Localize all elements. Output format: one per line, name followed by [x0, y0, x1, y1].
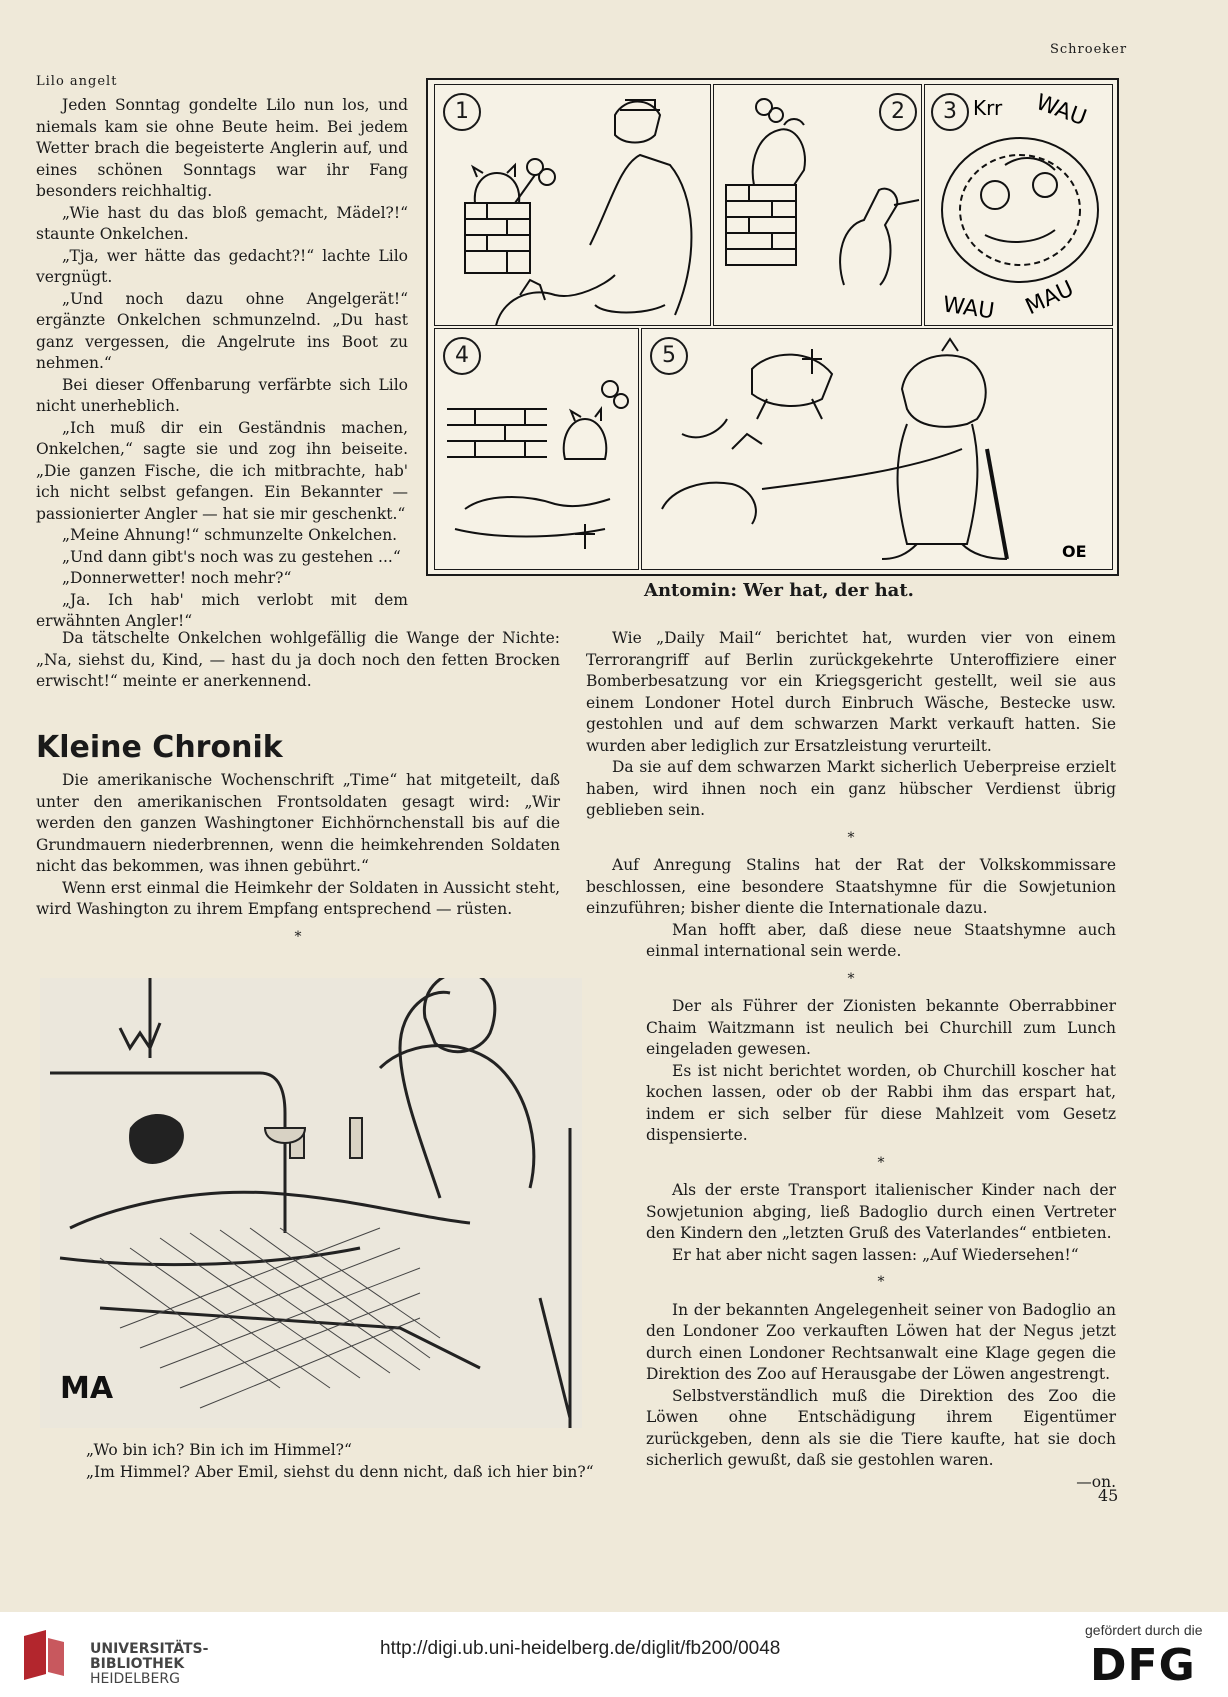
comic-panel-5 — [641, 328, 1113, 570]
chronik-item: Da sie auf dem schwarzen Markt sicherlich Ueberpreise erzielt haben, wird ihnen noch ein ganz hübscher Verdienst übrig geblieben sein. — [586, 758, 1116, 819]
man-with-cane-drawing — [642, 329, 1112, 569]
sfx-krr: Krr — [973, 96, 1003, 120]
cartoonist-signature: MA — [60, 1371, 114, 1406]
comic-caption: Antomin: Wer hat, der hat. — [644, 580, 914, 601]
panel-number: 1 — [443, 93, 481, 131]
dfg-logo: DFG — [1090, 1640, 1196, 1691]
fight-cloud-drawing — [925, 85, 1112, 325]
cat-and-dog-drawing — [435, 85, 710, 325]
story-paragraph: „Und noch dazu ohne Angelgerät!“ ergänzte Onkelchen schmunzelnd. „Du hast ganz vergessen, die Angelrute ins Boot zu nehmen.“ — [36, 289, 408, 372]
caption-line: „Im Himmel? Aber Emil, siehst du denn nicht, daß ich hier bin?“ — [86, 1462, 594, 1481]
comic-panel-2 — [713, 84, 922, 326]
story-paragraph: Bei dieser Offenbarung verfärbte sich Lilo nicht unerheblich. — [36, 375, 408, 415]
chronik-item: Der als Führer der Zionisten bekannte Oberrabbiner Chaim Waitzmann ist neulich bei Churchill zum Lunch eingeladen gewesen. — [646, 997, 1116, 1058]
library-name: UNIVERSITÄTS- — [90, 1641, 209, 1657]
panel-number: 2 — [879, 93, 917, 131]
story-title: Lilo angelt — [36, 74, 118, 89]
story-paragraph: Jeden Sonntag gondelte Lilo nun los, und niemals kam sie ohne Beute heim. Bei jedem Wetter brach die begeisterte Anglerin auf, und eines schönen Sonntags war ihr Fang besonders reichhaltig. — [36, 96, 408, 200]
separator: * — [877, 1274, 885, 1290]
bed-scene-drawing — [40, 978, 582, 1428]
chronik-item: Man hofft aber, daß diese neue Staatshymne auch einmal international sein werde. — [646, 920, 1116, 960]
panel-number: 4 — [443, 337, 481, 375]
chronik-item: In der bekannten Angelegenheit seiner von Badoglio an den Londoner Zoo verkauften Löwen hat der Negus jetzt durch einen Londoner Rechtsanwalt eine Klage gegen die Direktion des Zoo auf Herausgabe der Löwen angestrengt. — [646, 1300, 1116, 1383]
comic-panel-3 — [924, 84, 1113, 326]
comic-panel-4 — [434, 328, 639, 570]
chronik-item: Auf Anregung Stalins hat der Rat der Volkskommissare beschlossen, eine besondere Staatshymne für die Sowjetunion einzuführen; bisher diente die Internationale dazu. — [586, 856, 1116, 917]
comic-panel-1 — [434, 84, 711, 326]
story-column — [36, 95, 408, 633]
panel-number: 3 — [931, 93, 969, 131]
funding-note: gefördert durch die — [1085, 1622, 1203, 1638]
chronik-item: Wenn erst einmal die Heimkehr der Soldaten in Aussicht steht, wird Washington zu ihrem Empfang entsprechend — rüsten. — [36, 878, 560, 918]
chronik-item: Er hat aber nicht sagen lassen: „Auf Wiedersehen!“ — [672, 1245, 1079, 1264]
artist-signature: OE — [1062, 542, 1087, 561]
chronik-item: Es ist nicht berichtet worden, ob Churchill koscher hat kochen lassen, oder ob der Rabbi ihm das erspart hat, indem er sich selber für diese Mahlzeit vom Gesetz dispensierte. — [646, 1061, 1116, 1144]
chronik-left-column — [36, 770, 560, 954]
chronik-item: Als der erste Transport italienischer Kinder nach der Sowjetunion abging, ließ Badoglio durch einen Vertreter den Kindern den „letzten Gruß des Vaterlandes“ entbieten. — [646, 1181, 1116, 1242]
chronik-item: Die amerikanische Wochenschrift „Time“ hat mitgeteilt, daß unter den amerikanischen Frontsoldaten gesagt wird: „Wir werden den ganzen Washingtoner Eichhörnchenstall bis auf die Grundmauern niederbrennen, wenn die heimkehrenden Soldaten nicht das bekommen, was ihnen gebührt.“ — [36, 771, 560, 875]
source-link[interactable]: http://digi.ub.uni-heidelberg.de/diglit/fb200/0048 — [380, 1638, 781, 1659]
story-paragraph: „Wie hast du das bloß gemacht, Mädel?!“ staunte Onkelchen. — [36, 203, 408, 243]
chronik-right-column — [586, 628, 1116, 1493]
library-name: BIBLIOTHEK — [90, 1656, 185, 1672]
sfx-wau-bottom: WAU — [941, 292, 996, 325]
library-logo-icon — [20, 1628, 68, 1680]
section-heading: Kleine Chronik — [36, 730, 283, 765]
separator: * — [847, 829, 855, 846]
sfx-mau: MAU — [1021, 276, 1078, 321]
library-logo — [20, 1628, 209, 1687]
fallen-dog-drawing — [435, 329, 638, 569]
page-number: 45 — [1098, 1486, 1119, 1505]
chronik-item: Wie „Daily Mail“ berichtet hat, wurden vier von einem Terrorangriff auf Berlin zurückgekehrte Unteroffiziere einer Bomberbesatzung vor ein Kriegsgericht gestellt, weil sie aus einem Londoner Hotel durch Einbruch Wäsche, Bestecke usw. gestohlen und auf dem schwarzen Markt verkauft hatten. Sie wurden aber lediglich zur Ersatzleistung verurteilt. — [586, 629, 1116, 755]
story-closing-text: Da tätschelte Onkelchen wohlgefällig die Wange der Nichte: „Na, siehst du, Kind, — hast du ja doch noch den fetten Brocken erwischt!“ meinte er anerkennend. — [36, 629, 560, 690]
author-credit: Schroeker — [1050, 42, 1128, 57]
library-footer — [0, 1612, 1228, 1697]
story-paragraph: „Und dann gibt's noch was zu gestehen ...“ — [62, 547, 401, 566]
separator: * — [847, 970, 855, 987]
caption-line: „Wo bin ich? Bin ich im Himmel?“ — [86, 1441, 352, 1459]
separator: * — [294, 928, 302, 945]
library-name: HEIDELBERG — [90, 1671, 180, 1687]
panel-number: 5 — [650, 337, 688, 375]
cartoon-illustration — [40, 978, 582, 1428]
chronik-item: Selbstverständlich muß die Direktion des Zoo die Löwen ohne Entschädigung ihrem Eigentümer zurückgeben, denn als sie die Tiere kaufte, hat sie doch sicherlich gewußt, daß sie gestohlen waren. — [646, 1386, 1116, 1469]
story-paragraph: „Tja, wer hätte das gedacht?!“ lachte Lilo vergnügt. — [36, 246, 408, 286]
story-paragraph: „Ja. Ich hab' mich verlobt mit dem erwähnten Angler!“ — [36, 590, 408, 630]
story-paragraph: „Donnerwetter! noch mehr?“ — [62, 569, 292, 587]
sfx-wau-top: WAU — [1032, 90, 1090, 132]
story-closing — [36, 628, 560, 693]
story-paragraph: „Ich muß dir ein Geständnis machen, Onkelchen,“ sagte sie und zog ihn beiseite. „Die ganzen Fische, die ich mitbrachte, hab' ich nicht selbst gefangen. Ein Bekannter — passionierter Angler — hat sie mir geschenkt.“ — [36, 418, 408, 523]
dog-on-leash-drawing — [714, 85, 921, 325]
comic-strip — [426, 78, 1119, 576]
cartoon-caption — [86, 1440, 606, 1483]
sign-off: —on. — [1076, 1472, 1116, 1491]
story-paragraph: „Meine Ahnung!“ schmunzelte Onkelchen. — [62, 526, 398, 544]
separator: * — [877, 1154, 885, 1171]
